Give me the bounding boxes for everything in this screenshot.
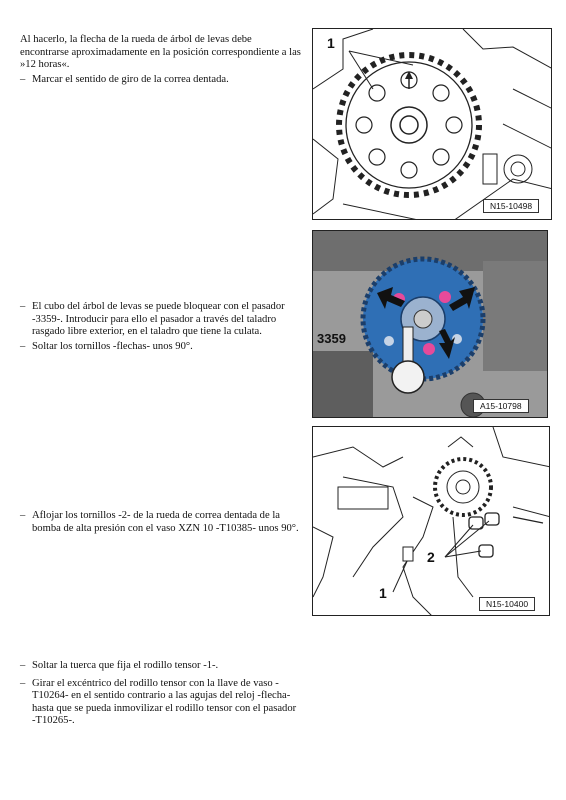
- section-2-text: [20, 301, 302, 353]
- bullet-dash: –: [20, 301, 26, 312]
- pump-sprocket-drawing: [313, 427, 550, 616]
- bullet-dash: –: [20, 340, 26, 352]
- bullet-text: Aflojar los tornillos -2- de la rueda de correa dentada de la bomba de alta presión con el vaso XZN 10 -T10385- unos 90°.: [32, 510, 299, 534]
- bullet-text: El cubo del árbol de levas se puede bloquear con el pasador -3359-. Introducir para ello el pasador a través del taladro rasgado libre exterior, en el taladro que tiene la culata.: [32, 301, 285, 337]
- paragraph: Al hacerlo, la flecha de la rueda de árbol de levas debe encontrarse aproximadamente en la posición correspondiente a las »12 horas«.: [20, 34, 301, 70]
- bullet-item: [20, 74, 302, 87]
- bullet-item: [20, 678, 302, 728]
- bullet-dash: –: [20, 660, 26, 671]
- figure-camshaft-hub-lock: [312, 230, 548, 418]
- bullet-dash: –: [20, 510, 26, 521]
- bullet-item: [20, 510, 302, 535]
- camshaft-sprocket-drawing: [313, 29, 552, 220]
- callout-1: 1: [379, 585, 387, 601]
- bullet-text: Girar el excéntrico del rodillo tensor con la llave de vaso -T10264- en el sentido contrario a las agujas del reloj -flecha- hasta que se pueda inmovilizar el rodillo tensor con el pasador -T10265-.: [32, 677, 297, 726]
- figure-high-pressure-pump: [312, 426, 550, 616]
- bullet-item: [20, 660, 302, 673]
- callout-1: 1: [327, 35, 335, 51]
- bullet-text: Soltar los tornillos -flechas- unos 90°.: [32, 340, 193, 352]
- bullet-text: Soltar la tuerca que fija el rodillo tensor -1-.: [32, 660, 219, 671]
- bullet-item: [20, 341, 302, 354]
- callout-2: 2: [427, 549, 435, 565]
- figure-camshaft-sprocket: [312, 28, 552, 220]
- figure-code: A15-10798: [473, 399, 529, 413]
- bullet-text: Marcar el sentido de giro de la correa dentada.: [32, 73, 229, 85]
- bullet-item: [20, 301, 302, 339]
- callout-3359: 3359: [317, 331, 346, 346]
- section-3-text: [20, 510, 302, 535]
- bullet-dash: –: [20, 73, 26, 85]
- figure-code: N15-10400: [479, 597, 535, 611]
- camshaft-hub-photo: [313, 231, 548, 418]
- bullet-dash: –: [20, 677, 26, 689]
- section-1-text: [20, 34, 302, 86]
- section-4-text: [20, 660, 302, 728]
- figure-code: N15-10498: [483, 199, 539, 213]
